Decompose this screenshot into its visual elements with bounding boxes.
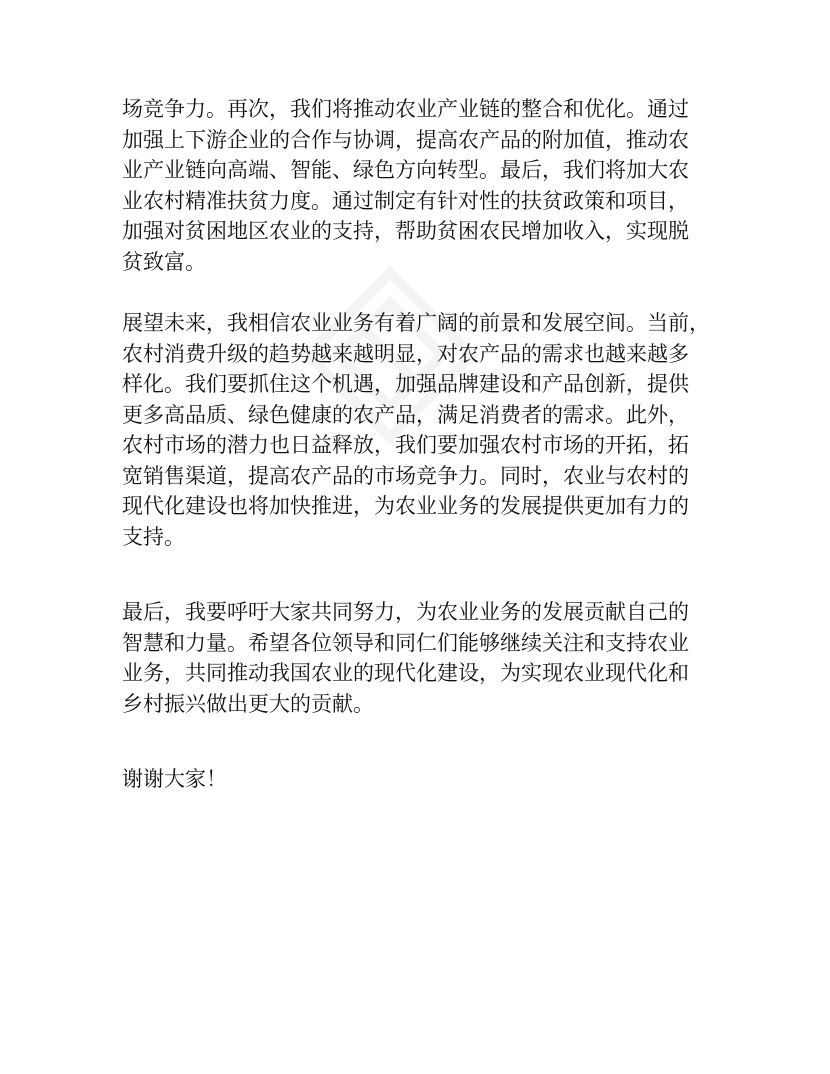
text-line: 最后，我要呼吁大家共同努力，为农业业务的发展贡献自己的	[122, 600, 689, 624]
text-line: 业产业链向高端、智能、绿色方向转型。最后，我们将加大农	[122, 158, 689, 182]
text-line: 加强上下游企业的合作与协调，提高农产品的附加值，推动农	[122, 127, 689, 152]
text-line: 展望未来，我相信农业业务有着广阔的前景和发展空间。当前，	[122, 311, 710, 335]
text-line: 支持。	[122, 524, 185, 549]
paragraph-4	[122, 764, 722, 795]
paragraph-1	[122, 94, 722, 277]
text-line: 样化。我们要抓住这个机遇，加强品牌建设和产品创新，提供	[122, 372, 689, 396]
text-line: 场竞争力。再次，我们将推动农业产业链的整合和优化。通过	[122, 97, 689, 121]
text-line: 农村市场的潜力也日益释放，我们要加强农村市场的开拓，拓	[122, 433, 689, 457]
text-line: 乡村振兴做出更大的贡献。	[122, 691, 374, 716]
paragraph-3	[122, 597, 722, 719]
text-line: 更多高品质、绿色健康的农产品，满足消费者的需求。此外，	[122, 402, 689, 427]
text-line: 宽销售渠道，提高农产品的市场竞争力。同时，农业与农村的	[122, 463, 689, 488]
text-line: 现代化建设也将加快推进，为农业业务的发展提供更加有力的	[122, 494, 689, 518]
text-line: 智慧和力量。希望各位领导和同仁们能够继续关注和支持农业	[122, 630, 689, 655]
text-line: 农村消费升级的趋势越来越明显，对农产品的需求也越来越多	[122, 341, 689, 366]
text-line: 贫致富。	[122, 249, 206, 274]
text-line: 加强对贫困地区农业的支持，帮助贫困农民增加收入，实现脱	[122, 219, 689, 243]
text-line: 业农村精准扶贫力度。通过制定有针对性的扶贫政策和项目，	[122, 188, 689, 213]
text-line: 业务，共同推动我国农业的现代化建设，为实现农业现代化和	[122, 661, 689, 685]
text-line: 谢谢大家！	[122, 767, 227, 791]
paragraph-2	[122, 308, 722, 552]
